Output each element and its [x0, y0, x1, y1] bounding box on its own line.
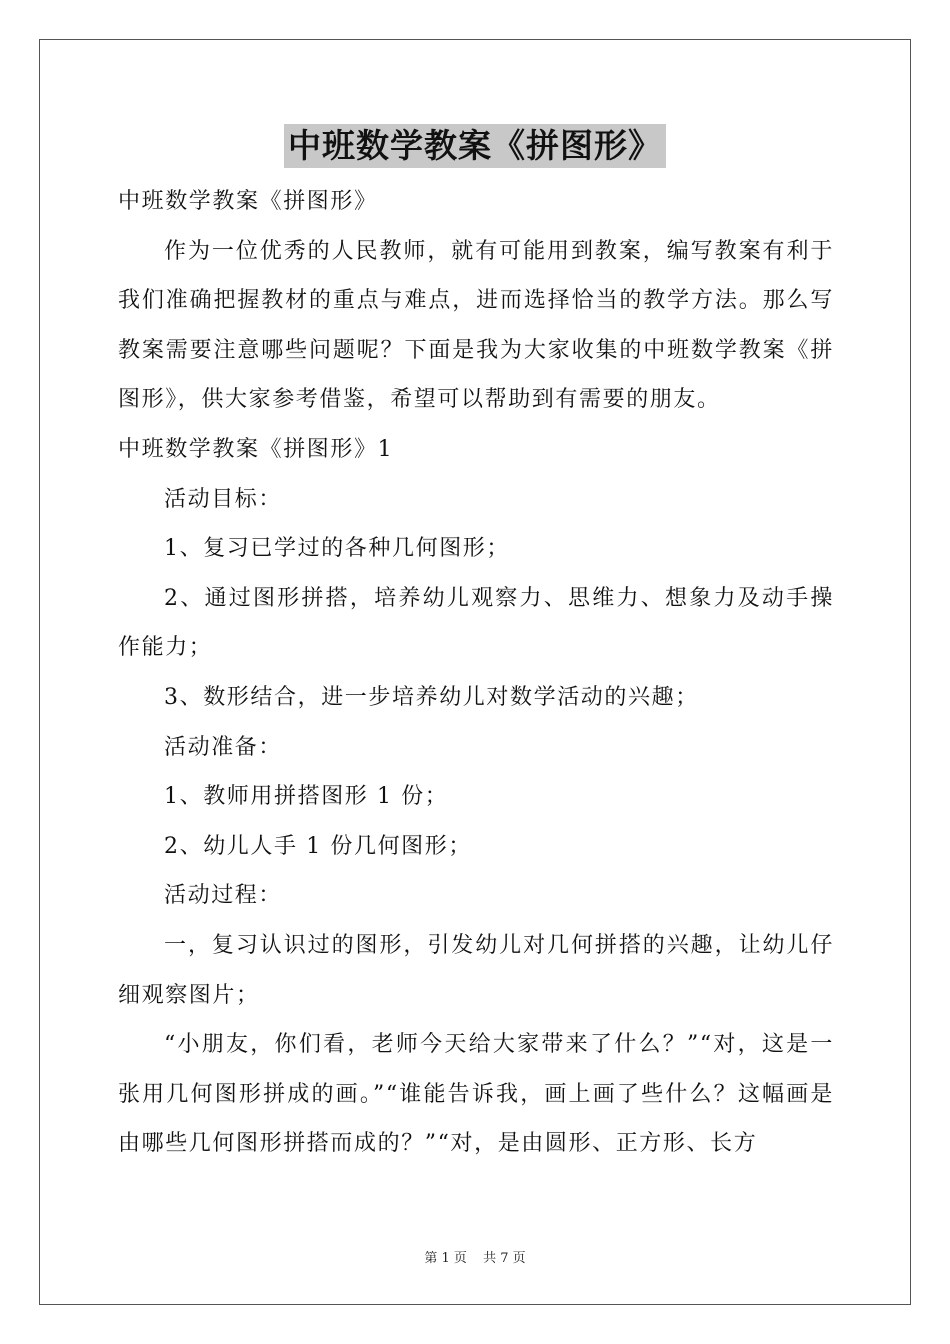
paragraph-goal-2: 2、通过图形拼搭，培养幼儿观察力、思维力、想象力及动手操作能力；: [118, 585, 834, 661]
paragraph-goal-1: 1、复习已学过的各种几何图形；: [164, 536, 510, 562]
paragraph-dialogue: “小朋友，你们看，老师今天给大家带来了什么？”“对，这是一张用几何图形拼成的画。”“谁能告诉我，画上画了些什么？这幅画是由哪些几何图形拼搭而成的？”“对，是由圆形、正方形、长方: [118, 1032, 834, 1157]
paragraph-goal-3: 3、数形结合，进一步培养幼儿对数学活动的兴趣；: [164, 684, 699, 710]
paragraph-subtitle: 中班数学教案《拼图形》: [118, 189, 378, 214]
page-number-total: 共 7 页: [483, 1251, 526, 1266]
page-footer: [0, 1247, 950, 1266]
title-area: [0, 124, 950, 168]
paragraph-process-heading: 活动过程：: [164, 883, 283, 909]
document-body: [118, 177, 834, 1169]
paragraph-prep-2: 2、幼儿人手 1 份几何图形；: [164, 833, 472, 859]
paragraph-goals-heading: 活动目标：: [164, 486, 283, 512]
document-title: 中班数学教案《拼图形》: [284, 124, 666, 168]
paragraph-intro: 作为一位优秀的人民教师，就有可能用到教案，编写教案有利于我们准确把握教材的重点与难点，进而选择恰当的教学方法。那么写教案需要注意哪些问题呢？下面是我为大家收集的中班数学教案《拼图形》，供大家参考借鉴，希望可以帮助到有需要的朋友。: [118, 238, 834, 413]
paragraph-process-step-1: 一，复习认识过的图形，引发幼儿对几何拼搭的兴趣，让幼儿仔细观察图片；: [118, 932, 834, 1008]
page-number-current: 第 1 页: [424, 1251, 467, 1266]
paragraph-section-heading: 中班数学教案《拼图形》1: [118, 436, 394, 462]
paragraph-prep-1: 1、教师用拼搭图形 1 份；: [164, 784, 449, 810]
paragraph-prep-heading: 活动准备：: [164, 734, 283, 760]
